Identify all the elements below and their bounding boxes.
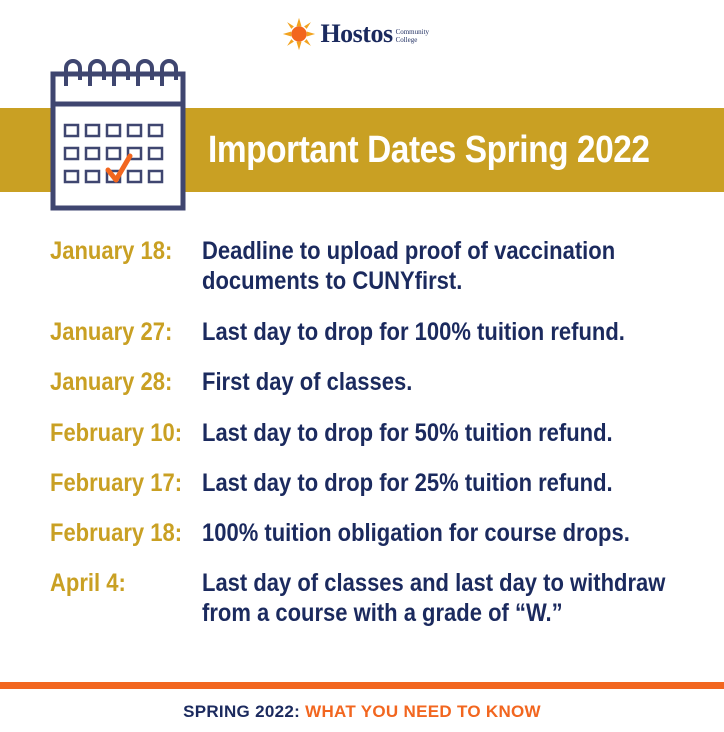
footer-prefix: SPRING 2022: [183,702,306,721]
logo-sub-line1: Community [395,28,430,36]
date-label: January 28: [50,368,173,396]
sun-logo-icon [282,17,316,51]
logo-name: Hostos [320,19,393,48]
date-description: Last day to drop for 100% tuition refund. [202,318,625,346]
footer-tagline [0,702,724,722]
calendar-check-icon [44,52,192,214]
date-description: 100% tuition obligation for course drops. [202,519,630,547]
logo-sub-line2: College [395,36,418,44]
date-description: Last day to drop for 50% tuition refund. [202,419,613,447]
date-label: January 27: [50,318,173,346]
date-description: Last day to drop for 25% tuition refund. [202,469,613,497]
date-label: April 4: [50,569,126,597]
date-label: February 17: [50,469,183,497]
description-line: documents to CUNYfirst. [202,267,463,295]
date-label: February 18: [50,519,183,547]
description-line: Last day of classes and last day to withdraw [202,569,666,597]
footer-divider [0,682,724,689]
description-line: Deadline to upload proof of vaccination [202,237,616,265]
date-description [202,236,651,296]
date-label: January 18: [50,237,173,265]
date-description: First day of classes. [202,368,413,396]
college-logo [0,14,724,54]
description-line: from a course with a grade of “W.” [202,599,563,627]
page-title: Important Dates Spring 2022 [208,129,650,171]
date-label: February 10: [50,419,183,447]
footer-accent: WHAT YOU NEED TO KNOW [305,702,541,721]
logo-subtitle [396,28,442,44]
date-description [202,568,666,628]
